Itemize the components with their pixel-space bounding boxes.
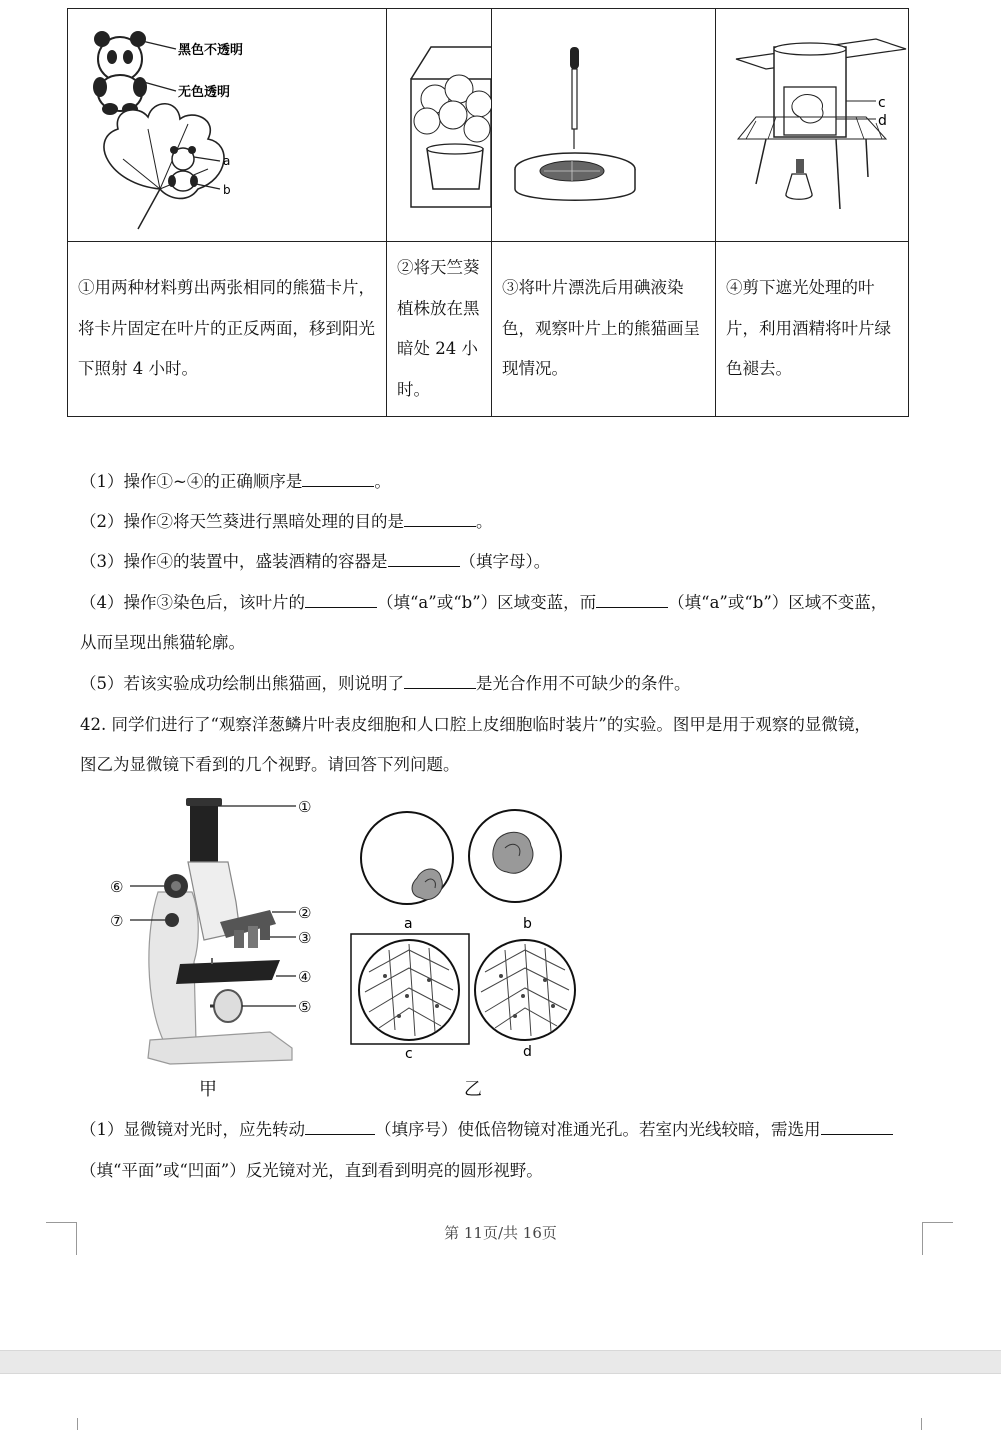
label-b: b [223, 183, 231, 197]
answer-blank[interactable] [821, 1119, 893, 1135]
step-3-text: ③将叶片漂洗后用碘液染色，观察叶片上的熊猫画呈现情况。 [502, 278, 700, 379]
view-d [475, 940, 575, 1040]
question-41-5: （5）若该实验成功绘制出熊猫画，则说明了 是光合作用不可缺少的条件。 [80, 674, 691, 693]
view-d-label: d [523, 1044, 532, 1060]
mirror [214, 990, 242, 1022]
microscope-figure [100, 792, 330, 1082]
microscope-label-4: ④ [298, 968, 312, 986]
plant-in-dark-box-illustration [387, 9, 491, 237]
answer-blank[interactable] [305, 592, 377, 608]
question-41-2: （2）操作②将天竺葵进行黑暗处理的目的是 。 [80, 512, 493, 531]
microscope-label-7: ⑦ [110, 912, 124, 930]
microscope-label-5: ⑤ [298, 998, 312, 1016]
answer-blank[interactable] [305, 1119, 375, 1135]
fine-focus-knob [165, 913, 179, 927]
answer-blank[interactable] [404, 511, 476, 527]
question-42-stem: 42. 同学们进行了“观察洋葱鳞片叶表皮细胞和人口腔上皮细胞临时装片”的实验。图甲是用于观察的显微镜， [80, 715, 871, 734]
step-2-text: ②将天竺葵植株放在黑暗处 24 小时。 [397, 258, 480, 399]
step-3-description [492, 242, 716, 417]
question-41-1: （1）操作①~④的正确顺序是 。 [80, 472, 391, 491]
answer-blank[interactable] [388, 551, 460, 567]
question-41-4-line2: 从而呈现出熊猫轮廓。 [80, 633, 245, 652]
step-2-description [387, 242, 492, 417]
experiment-table [67, 8, 909, 417]
iodine-staining-figure-cell [492, 9, 716, 242]
corner-mark [77, 1418, 79, 1430]
answer-blank[interactable] [596, 592, 668, 608]
view-a-label: a [404, 916, 413, 932]
microscope-label-2: ② [298, 904, 312, 922]
figure-yi-caption: 乙 [464, 1079, 482, 1100]
step-1-description [68, 242, 387, 417]
answer-blank[interactable] [404, 673, 476, 689]
answer-blank[interactable] [302, 471, 374, 487]
page-gap [0, 1350, 1001, 1374]
question-41-4: （4）操作③染色后，该叶片的 （填“a”或“b”）区域变蓝，而 （填“a”或“b”）区域不变蓝， [80, 593, 888, 612]
petri-dish-dropper-illustration [492, 9, 715, 237]
step-1-text: ①用两种材料剪出两张相同的熊猫卡片，将卡片固定在叶片的正反两面，移到阳光下照射 4 小时。 [78, 278, 375, 379]
stage [176, 960, 280, 984]
eyepiece [190, 802, 218, 864]
microscope-label-6: ⑥ [110, 878, 124, 896]
view-c [359, 940, 459, 1040]
alcohol-bath-figure-cell [716, 9, 909, 242]
question-42-stem-line2: 图乙为显微镜下看到的几个视野。请回答下列问题。 [80, 755, 460, 774]
step-4-text: ④剪下遮光处理的叶片，利用酒精将叶片绿色褪去。 [726, 278, 891, 379]
microscope-views-figure [345, 800, 585, 1065]
water-bath-illustration [716, 9, 908, 237]
view-b-label: b [523, 916, 532, 932]
figure-jia-caption: 甲 [199, 1079, 217, 1100]
question-42-1: （1）显微镜对光时，应先转动 （填序号）使低倍物镜对准通光孔。若室内光线较暗，需选用 [80, 1116, 893, 1140]
question-41-3: （3）操作④的装置中，盛装酒精的容器是 （填字母）。 [80, 552, 551, 571]
question-42-1-line2: （填“平面”或“凹面”）反光镜对光，直到看到明亮的圆形视野。 [80, 1161, 543, 1180]
microscope-label-3: ③ [298, 929, 312, 947]
label-clear-transparent: 无色透明 [178, 85, 231, 100]
label-d: d [878, 113, 887, 129]
page-footer: 第 11页/共 16页 [444, 1224, 557, 1242]
corner-mark [921, 1418, 923, 1430]
label-black-opaque: 黑色不透明 [178, 43, 244, 58]
step-4-description [716, 242, 909, 417]
label-a: a [223, 154, 231, 168]
panda-card-figure-cell [68, 9, 387, 242]
panda-card-illustration [68, 9, 386, 237]
label-c: c [878, 95, 886, 111]
dark-plant-figure-cell [387, 9, 492, 242]
view-c-label: c [405, 1046, 413, 1062]
microscope-label-1: ① [298, 798, 312, 816]
